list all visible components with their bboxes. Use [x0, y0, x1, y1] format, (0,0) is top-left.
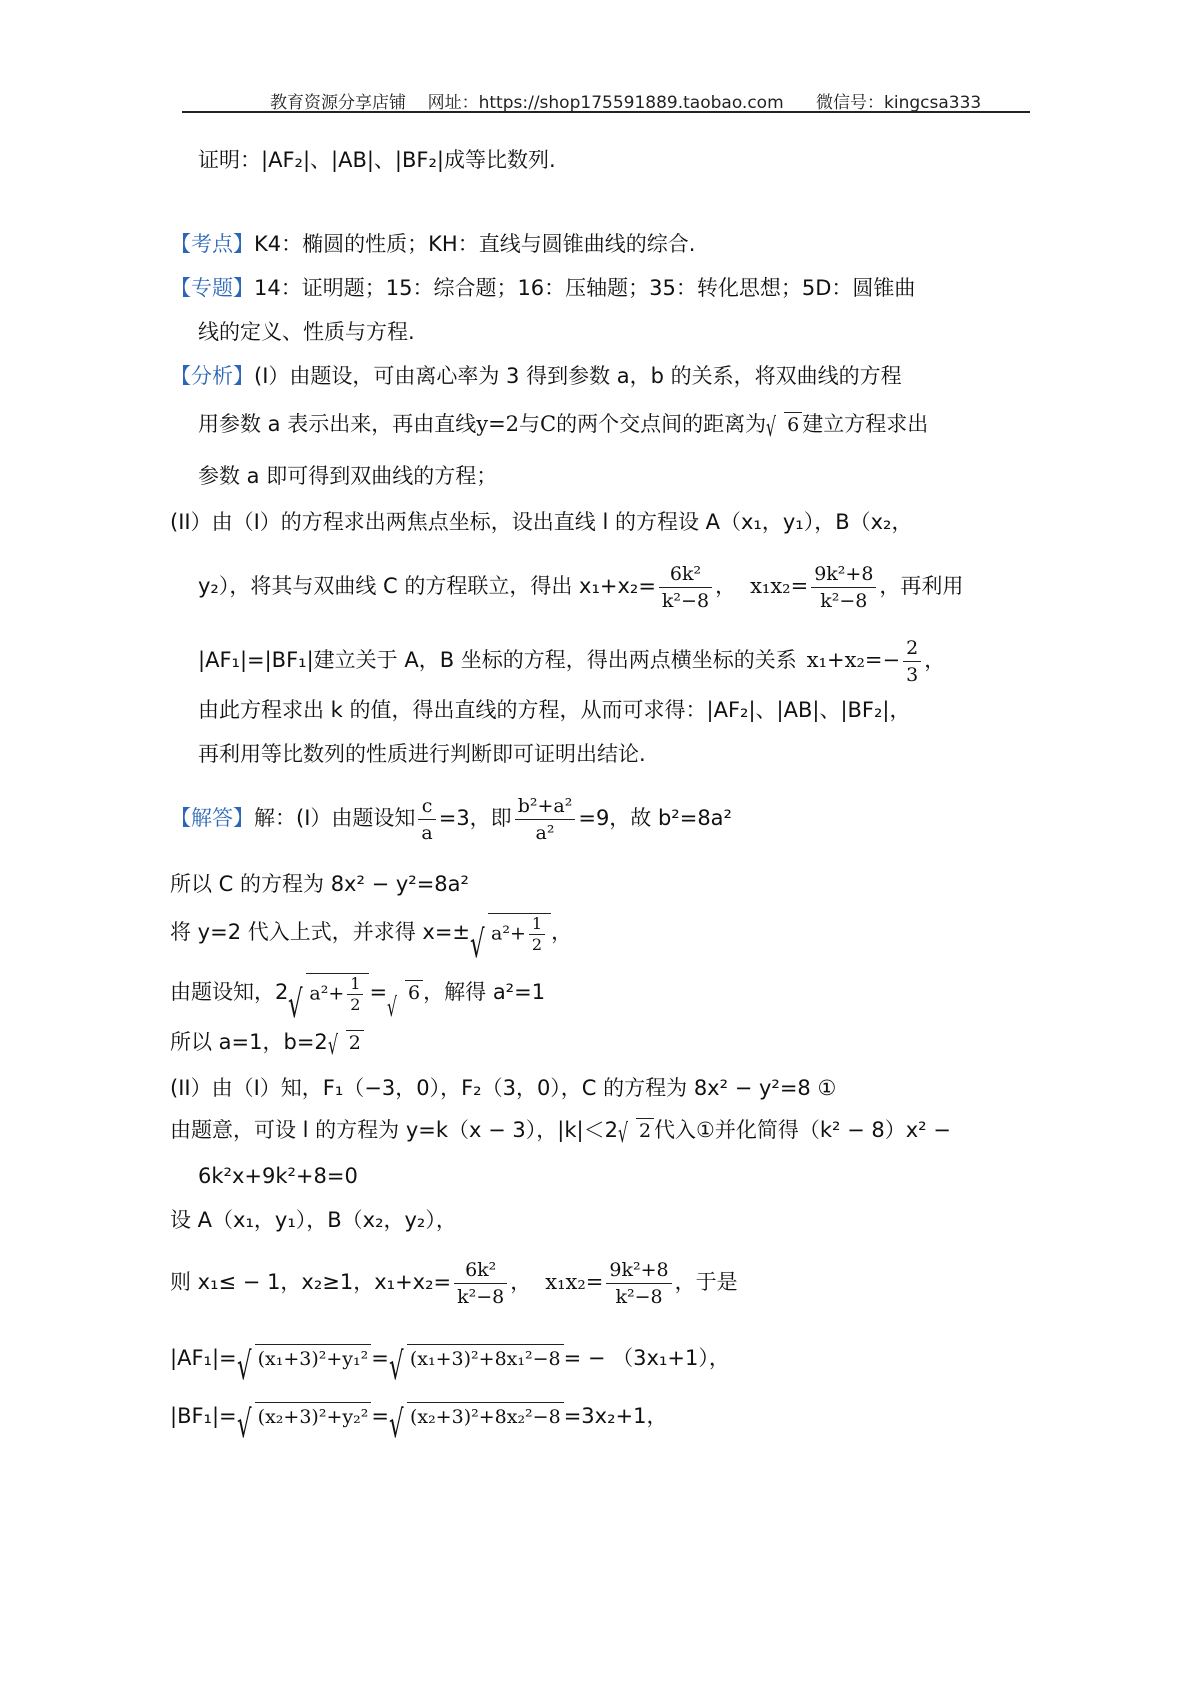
zhuanti-line-1 — [170, 274, 915, 302]
page-header: 教育资源分享店铺 网址：https://shop175591889.taobao.com 微信号：kingcsa333 — [270, 93, 982, 113]
fenxi-text-6a: |AF₁|=|BF₁|建立关于 A，B 坐标的方程，得出两点横坐标的关系 — [198, 648, 797, 672]
fenxi-text-6c: ， — [924, 648, 946, 672]
fenxi-line-7: 由此方程求出 k 的值，得出直线的方程，从而可求得：|AF₂|、|AB|、|BF₂|， — [198, 698, 911, 722]
jieda-text-1b: =3，即 — [438, 806, 512, 830]
sol-line-2 — [170, 906, 573, 966]
kaodian-tag: 【考点】 — [170, 232, 254, 256]
sol-text-10b: = — [371, 1346, 389, 1370]
sol-text-3a: 由题设知，2 — [170, 980, 289, 1004]
sol-line-7: 6k²x+9k²+8=0 — [198, 1164, 358, 1188]
sol-text-3b: = — [369, 980, 388, 1004]
sol-text-3d: ，解得 a²=1 — [423, 980, 546, 1004]
fenxi-text-5c: x₁x₂= — [750, 574, 809, 598]
sqrt-expression: √ a²+ $\frac{1}{2}$ — [288, 967, 369, 1019]
fenxi-text-5b: ， — [715, 574, 737, 598]
jieda-text-1c: =9，故 b²=8a² — [578, 806, 732, 830]
sol-text-2b: ， — [551, 920, 573, 944]
header-rule — [182, 111, 1030, 113]
sqrt-expression: √ (x₁+3)²+8x₁²−8 — [389, 1337, 564, 1381]
fenxi-text-1: (I）由题设，可由离心率为 3 得到参数 a，b 的关系，将双曲线的方程 — [254, 364, 902, 388]
sqrt-6: √ 6 — [387, 967, 423, 1019]
sol-text-4a: 所以 a=1，b=2 — [170, 1030, 328, 1054]
fenxi-line-4: (II）由（I）的方程求出两焦点坐标，设出直线 l 的方程设 A（x₁，y₁），B（x₂， — [170, 510, 913, 534]
sol-text-9d: ，于是 — [674, 1270, 738, 1294]
sqrt-expression: √ a²+ $\frac{1}{2}$ — [470, 907, 551, 959]
fenxi-text-2a: 用参数 a 表示出来，再由直线 — [198, 412, 477, 436]
sqrt-expression: √ (x₂+3)²+8x₂²−8 — [389, 1395, 564, 1439]
fenxi-text-2b: y=2与C的两个交点间的距离为 — [476, 412, 767, 436]
kaodian-line — [170, 230, 695, 258]
sqrt-2: √ 2 — [618, 1117, 654, 1145]
fenxi-text-5d: ，再利用 — [879, 574, 964, 598]
sol-line-1: 所以 C 的方程为 8x² − y²=8a² — [170, 872, 469, 896]
sol-line-4 — [170, 1028, 364, 1061]
sol-line-11 — [170, 1394, 668, 1446]
fenxi-text-6b: x₁+x₂=− — [806, 648, 901, 672]
zhuanti-line-2: 线的定义、性质与方程. — [198, 320, 415, 344]
fraction: $\frac{\text{9k²+8}}{\text{k²−8}}$ — [606, 1258, 671, 1309]
sol-text-11b: = — [371, 1404, 389, 1428]
fraction: $\frac{\text{b²+a²}}{\text{a²}}$ — [515, 794, 576, 845]
sol-text-9b: ， — [510, 1270, 532, 1294]
sol-text-10c: = − （3x₁+1）， — [563, 1346, 730, 1370]
fraction: $\frac{\text{9k²+8}}{\text{k²−8}}$ — [811, 562, 876, 613]
fenxi-line-2 — [198, 410, 929, 443]
sol-line-8: 设 A（x₁，y₁），B（x₂，y₂）， — [170, 1208, 457, 1232]
sol-text-6c: 代入①并化简得（k² − 8）x² − — [654, 1118, 951, 1142]
sol-text-11c: =3x₂+1， — [563, 1404, 668, 1428]
proof-statement: 证明：|AF₂|、|AB|、|BF₂|成等比数列. — [198, 148, 556, 172]
sol-text-6a: 由题意，可设 l 的方程为 y=k（x − 3），|k|＜2 — [170, 1118, 618, 1142]
fenxi-text-2d: 建立方程求出 — [802, 412, 929, 436]
fenxi-text-5a: y₂），将其与双曲线 C 的方程联立，得出 x₁+x₂= — [198, 574, 656, 598]
fraction: $\frac{c}{a}$ — [418, 794, 435, 845]
fenxi-line-1 — [170, 362, 902, 390]
sol-text-9c: x₁x₂= — [545, 1270, 604, 1294]
fraction: $\frac{2}{3}$ — [903, 636, 921, 687]
fenxi-line-8: 再利用等比数列的性质进行判断即可证明出结论. — [198, 742, 646, 766]
fenxi-line-6 — [198, 634, 945, 687]
fraction: $\frac{\text{6k²}}{\text{k²−8}}$ — [454, 1258, 507, 1309]
fenxi-line-3: 参数 a 即可得到双曲线的方程； — [198, 464, 498, 488]
jieda-line-1 — [170, 792, 732, 845]
fenxi-tag: 【分析】 — [170, 364, 254, 388]
sol-text-2a: 将 y=2 代入上式，并求得 x=± — [170, 920, 471, 944]
sqrt-6: √ 6 — [766, 411, 802, 439]
sol-line-10 — [170, 1336, 730, 1388]
sol-text-10a: |AF₁|= — [170, 1346, 237, 1370]
zhuanti-tag: 【专题】 — [170, 276, 254, 300]
sol-line-9 — [170, 1256, 738, 1309]
fraction: $\frac{\text{6k²}}{\text{k²−8}}$ — [659, 562, 712, 613]
fenxi-line-5 — [198, 560, 963, 613]
sqrt-2: √ 2 — [328, 1029, 364, 1057]
sol-text-9a: 则 x₁≤ − 1，x₂≥1，x₁+x₂= — [170, 1270, 452, 1294]
sol-line-6 — [170, 1116, 951, 1149]
jieda-tag: 【解答】 — [170, 806, 254, 830]
sqrt-expression: √ (x₂+3)²+y₂² — [237, 1395, 372, 1439]
zhuanti-text-1: 14：证明题；15：综合题；16：压轴题；35：转化思想；5D：圆锥曲 — [254, 276, 916, 300]
sol-text-11a: |BF₁|= — [170, 1404, 237, 1428]
sol-line-3 — [170, 966, 546, 1026]
sqrt-expression: √ (x₁+3)²+y₁² — [237, 1337, 372, 1381]
sol-line-5: (II）由（I）知，F₁（−3，0），F₂（3，0），C 的方程为 8x² − y²=8 ① — [170, 1076, 837, 1100]
kaodian-text: K4：椭圆的性质；KH：直线与圆锥曲线的综合. — [254, 232, 696, 256]
jieda-text-1a: 解：(I）由题设知 — [254, 806, 416, 830]
